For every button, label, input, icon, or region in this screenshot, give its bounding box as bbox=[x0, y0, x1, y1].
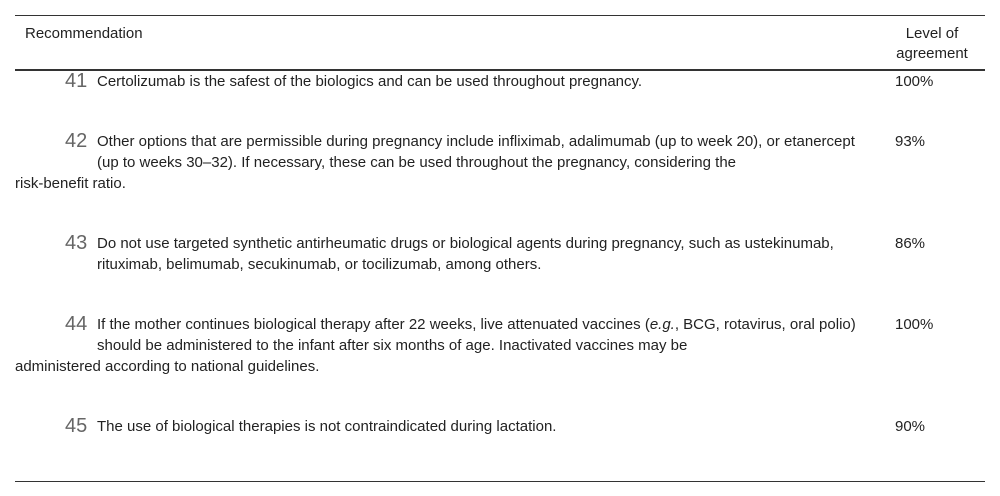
recommendation-cell bbox=[65, 71, 865, 92]
recommendation-cell bbox=[15, 130, 865, 194]
agreement-level: 100% bbox=[895, 316, 934, 333]
recommendation-continuation: administered according to national guidelines. bbox=[15, 358, 320, 375]
recommendation-text: Certolizumab is the safest of the biologics and can be used throughout pregnancy. bbox=[97, 73, 643, 90]
header-level-line1: Level of bbox=[905, 25, 959, 42]
header-recommendation: Recommendation bbox=[25, 25, 143, 42]
recommendation-continuation: risk-benefit ratio. bbox=[15, 175, 126, 192]
recommendation-number: 45 bbox=[65, 415, 88, 437]
agreement-level: 86% bbox=[895, 235, 926, 252]
recommendation-text-part2: , BCG, rotavirus, oral polio) should be administered to the infant after six months of age. Inactivated vaccines may be bbox=[97, 316, 856, 354]
header-level-of-agreement bbox=[892, 24, 972, 64]
recommendation-text: Do not use targeted synthetic antirheumatic drugs or biological agents during pregnancy, such as ustekinumab, rituximab, belimumab, secukinumab, or tocilizumab, among others. bbox=[97, 235, 834, 273]
recommendation-number: 42 bbox=[65, 130, 88, 152]
agreement-level: 100% bbox=[895, 73, 934, 90]
recommendation-text: Other options that are permissible during pregnancy include infliximab, adalimumab (up to week 20), or etanercept (up to weeks 30–32). If necessary, these can be used throughout the pregnancy, considering the bbox=[97, 133, 855, 171]
header-level-line2: agreement bbox=[896, 45, 968, 62]
agreement-level: 90% bbox=[895, 418, 926, 435]
agreement-level: 93% bbox=[895, 133, 926, 150]
recommendation-number: 41 bbox=[65, 70, 88, 92]
recommendation-text: The use of biological therapies is not contraindicated during lactation. bbox=[97, 418, 557, 435]
recommendation-cell bbox=[15, 313, 865, 377]
recommendations-table bbox=[15, 15, 985, 482]
recommendation-text-part1: If the mother continues biological therapy after 22 weeks, live attenuated vaccines ( bbox=[97, 316, 650, 333]
recommendation-number: 43 bbox=[65, 232, 88, 254]
table-header bbox=[15, 16, 985, 71]
recommendation-cell bbox=[65, 233, 865, 275]
recommendation-cell bbox=[65, 416, 865, 437]
recommendation-text-italic: e.g. bbox=[649, 316, 675, 333]
recommendation-number: 44 bbox=[65, 313, 88, 335]
